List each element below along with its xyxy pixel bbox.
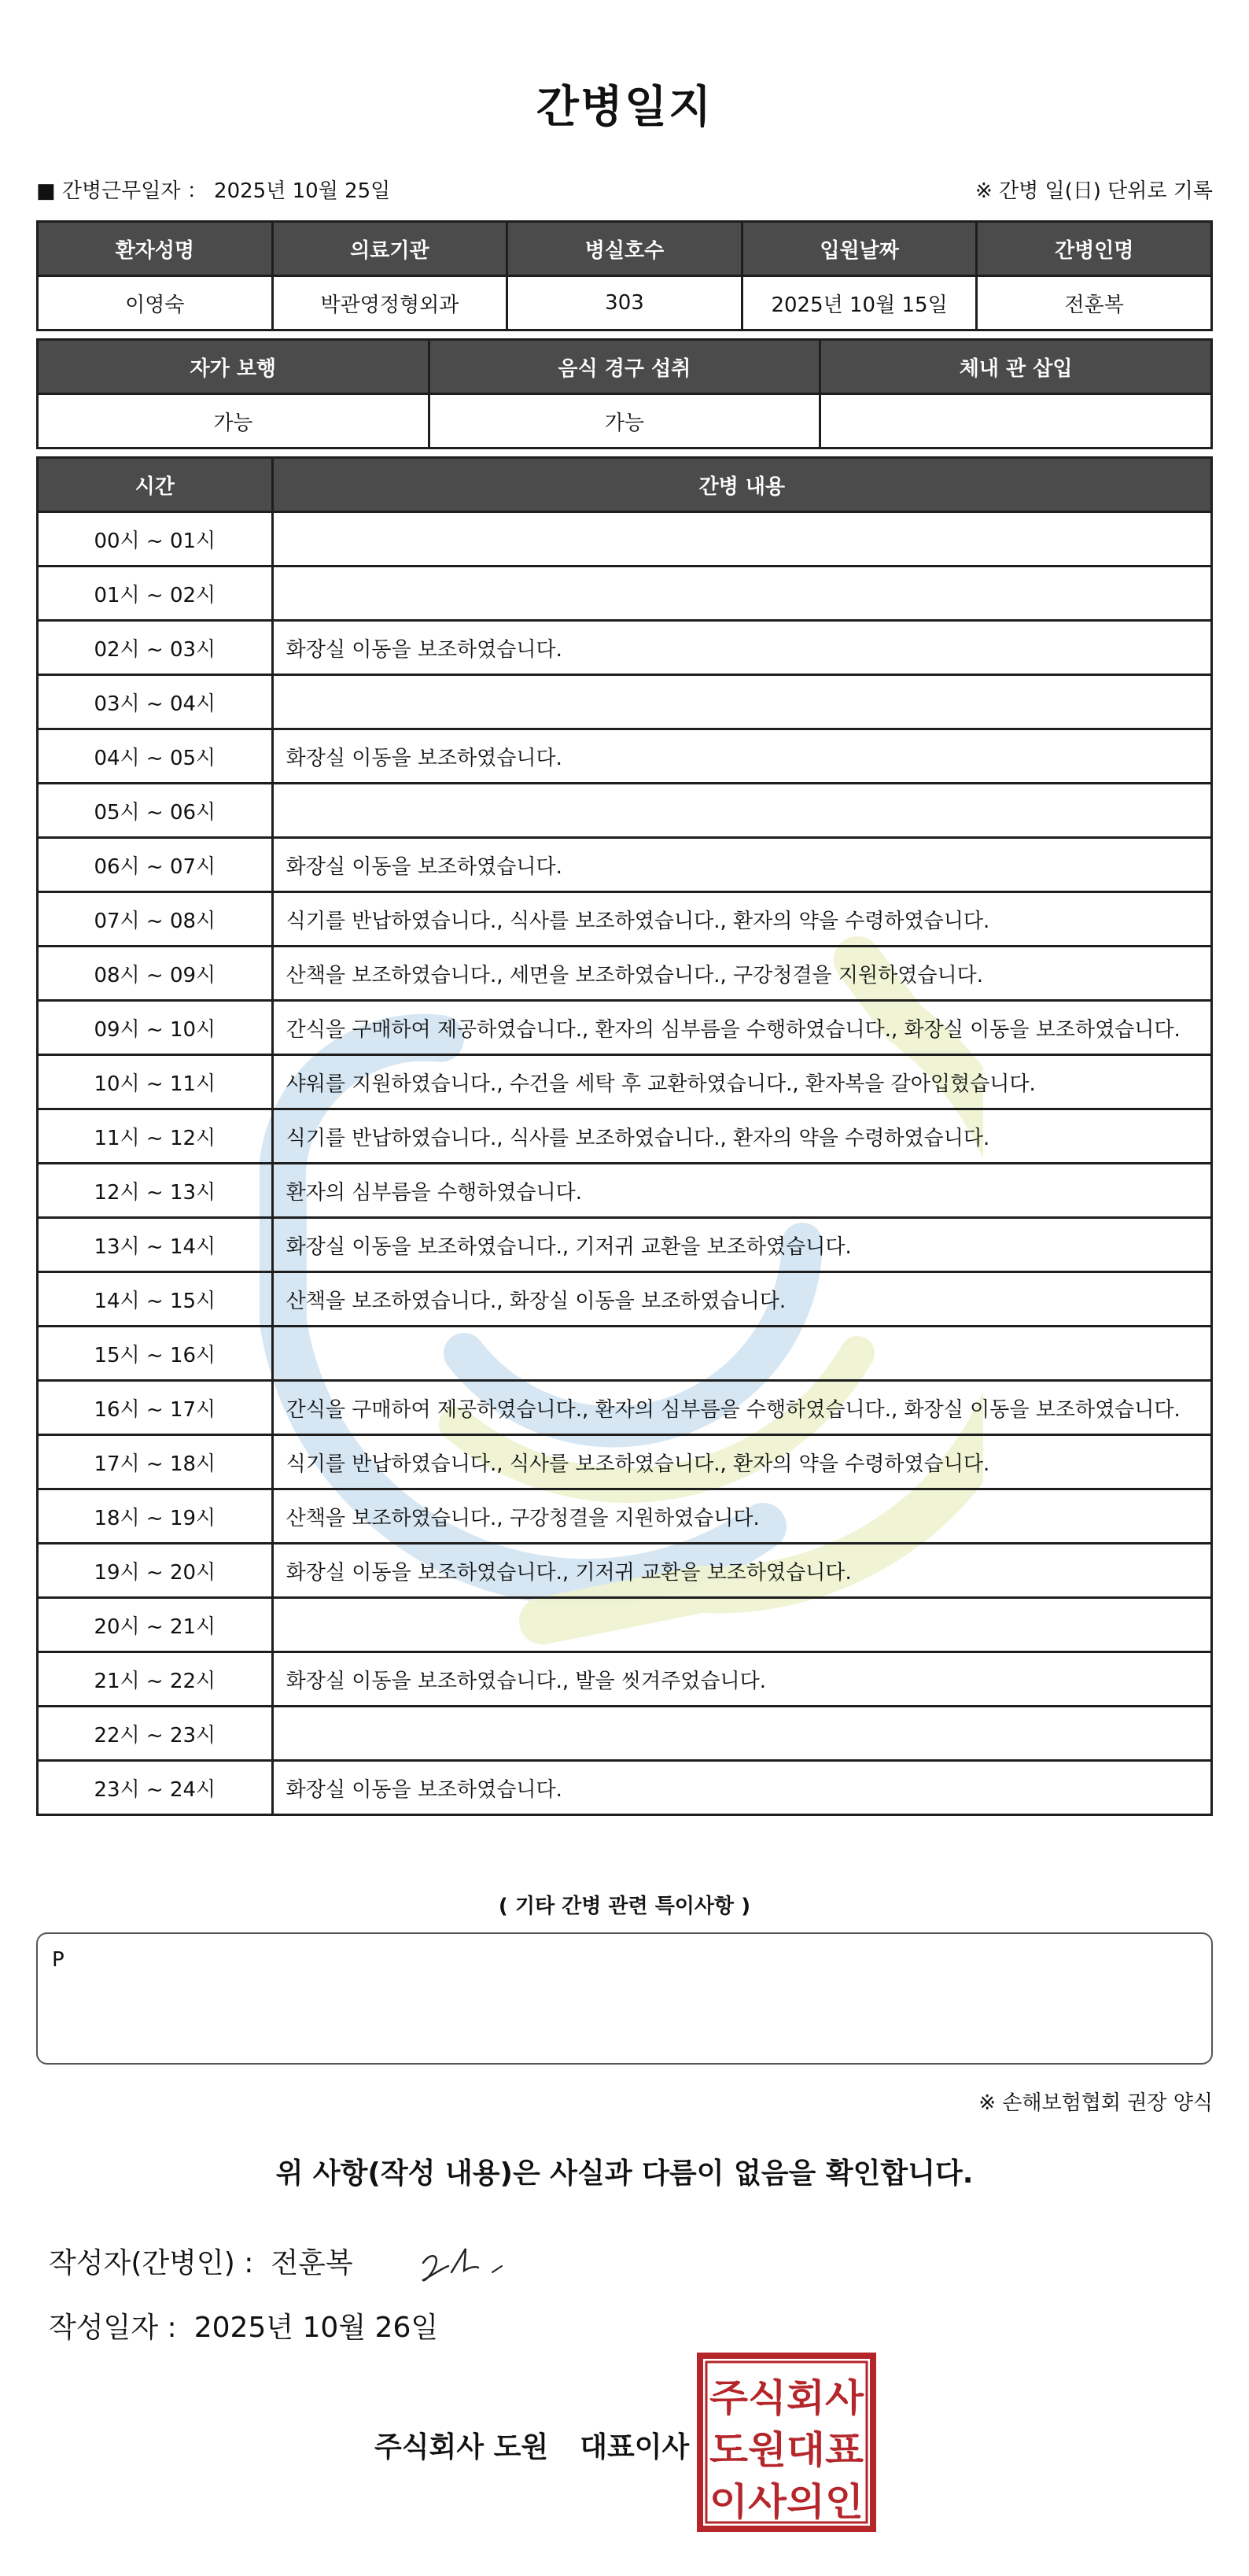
recommended-form-note: ※ 손해보험협회 권장 양식	[978, 2091, 1213, 2115]
svg-text:도원대표: 도원대표	[709, 2428, 864, 2472]
patient-status-value-row	[38, 394, 1212, 448]
table-row	[38, 1001, 1212, 1055]
header-admission-date: 입원날짜	[742, 222, 977, 276]
value-oral-intake: 가능	[429, 394, 820, 448]
content-cell: 식기를 반납하였습니다., 식사를 보조하였습니다., 환자의 약을 수령하였습니다.	[272, 1435, 1211, 1489]
time-cell: 23시 ~ 24시	[38, 1761, 273, 1815]
table-row	[38, 729, 1212, 784]
time-cell: 06시 ~ 07시	[38, 838, 273, 892]
patient-info-header-row	[38, 222, 1212, 276]
table-row	[38, 784, 1212, 838]
table-row	[38, 1544, 1212, 1598]
content-cell: 산책을 보조하였습니다., 구강청결을 지원하였습니다.	[272, 1489, 1211, 1544]
header-self-walking: 자가 보행	[38, 340, 429, 394]
table-row	[38, 947, 1212, 1001]
care-log-header-row	[38, 458, 1212, 512]
written-date-label: 작성일자 :	[49, 2312, 177, 2344]
time-cell: 14시 ~ 15시	[38, 1272, 273, 1327]
header-caregiver-name: 간병인명	[977, 222, 1212, 276]
header-oral-intake: 음식 경구 섭취	[429, 340, 820, 394]
content-cell: 화장실 이동을 보조하였습니다.	[272, 1761, 1211, 1815]
content-cell	[272, 1327, 1211, 1381]
table-row	[38, 1707, 1212, 1761]
page-title: 간병일지	[536, 82, 713, 133]
time-cell: 19시 ~ 20시	[38, 1544, 273, 1598]
content-cell	[272, 566, 1211, 621]
time-cell: 22시 ~ 23시	[38, 1707, 273, 1761]
time-cell: 13시 ~ 14시	[38, 1218, 273, 1272]
special-notes-box	[36, 1932, 1213, 2065]
meta-row	[36, 175, 1213, 209]
content-cell	[272, 1707, 1211, 1761]
table-row	[38, 1435, 1212, 1489]
special-notes-text: P	[52, 1948, 64, 1972]
time-cell: 08시 ~ 09시	[38, 947, 273, 1001]
header-hospital: 의료기관	[272, 222, 507, 276]
patient-status-table	[36, 338, 1213, 449]
table-row	[38, 1598, 1212, 1652]
ceo-title: 대표이사	[580, 2431, 690, 2463]
time-cell: 09시 ~ 10시	[38, 1001, 273, 1055]
table-row	[38, 1761, 1212, 1815]
header-time: 시간	[38, 458, 273, 512]
content-cell: 화장실 이동을 보조하였습니다., 기저귀 교환을 보조하였습니다.	[272, 1218, 1211, 1272]
table-row	[38, 512, 1212, 566]
confirmation-statement: 위 사항(작성 내용)은 사실과 다름이 없음을 확인합니다.	[275, 2157, 974, 2190]
duty-date: ■ 간병근무일자 ： 2025년 10월 25일	[36, 179, 391, 203]
handwritten-signature	[417, 2239, 519, 2286]
table-row	[38, 1218, 1212, 1272]
content-cell: 간식을 구매하여 제공하였습니다., 환자의 심부름을 수행하였습니다., 화장실 이동을 보조하였습니다.	[272, 1001, 1211, 1055]
time-cell: 18시 ~ 19시	[38, 1489, 273, 1544]
patient-info-table	[36, 220, 1213, 331]
header-patient-name: 환자성명	[38, 222, 273, 276]
content-cell: 환자의 심부름을 수행하였습니다.	[272, 1164, 1211, 1218]
content-cell: 간식을 구매하여 제공하였습니다., 환자의 심부름을 수행하였습니다., 화장실 이동을 보조하였습니다.	[272, 1381, 1211, 1435]
writer-line	[49, 2241, 353, 2281]
content-cell: 화장실 이동을 보조하였습니다.	[272, 838, 1211, 892]
table-row	[38, 1489, 1212, 1544]
special-notes-title: ( 기타 간병 관련 특이사항 )	[498, 1895, 751, 1918]
time-cell: 20시 ~ 21시	[38, 1598, 273, 1652]
time-cell: 07시 ~ 08시	[38, 892, 273, 947]
value-tube-insertion	[820, 394, 1212, 448]
table-row	[38, 838, 1212, 892]
value-admission-date: 2025년 10월 15일	[742, 276, 977, 330]
time-cell: 05시 ~ 06시	[38, 784, 273, 838]
content-cell: 식기를 반납하였습니다., 식사를 보조하였습니다., 환자의 약을 수령하였습니다.	[272, 892, 1211, 947]
content-cell: 화장실 이동을 보조하였습니다.	[272, 621, 1211, 675]
table-row	[38, 1381, 1212, 1435]
time-cell: 12시 ~ 13시	[38, 1164, 273, 1218]
company-name: 주식회사 도원	[374, 2431, 549, 2463]
content-cell: 화장실 이동을 보조하였습니다., 기저귀 교환을 보조하였습니다.	[272, 1544, 1211, 1598]
time-cell: 15시 ~ 16시	[38, 1327, 273, 1381]
company-line	[374, 2425, 689, 2465]
value-patient-name: 이영숙	[38, 276, 273, 330]
svg-text:이사의인: 이사의인	[709, 2480, 864, 2524]
time-cell: 16시 ~ 17시	[38, 1381, 273, 1435]
time-cell: 17시 ~ 18시	[38, 1435, 273, 1489]
time-cell: 21시 ~ 22시	[38, 1652, 273, 1707]
patient-info-value-row	[38, 276, 1212, 330]
value-hospital: 박관영정형외과	[272, 276, 507, 330]
content-cell	[272, 512, 1211, 566]
content-cell	[272, 784, 1211, 838]
table-row	[38, 1055, 1212, 1109]
time-cell: 04시 ~ 05시	[38, 729, 273, 784]
time-cell: 03시 ~ 04시	[38, 675, 273, 729]
value-caregiver-name: 전훈복	[977, 276, 1212, 330]
time-cell: 00시 ~ 01시	[38, 512, 273, 566]
time-cell: 10시 ~ 11시	[38, 1055, 273, 1109]
table-row	[38, 1109, 1212, 1164]
table-row	[38, 566, 1212, 621]
written-date-line	[49, 2305, 438, 2345]
content-cell: 화장실 이동을 보조하였습니다., 발을 씻겨주었습니다.	[272, 1652, 1211, 1707]
time-cell: 02시 ~ 03시	[38, 621, 273, 675]
table-row	[38, 621, 1212, 675]
writer-label: 작성자(간병인) :	[49, 2247, 254, 2279]
svg-text:주식회사: 주식회사	[709, 2376, 864, 2420]
time-cell: 01시 ~ 02시	[38, 566, 273, 621]
table-row	[38, 1652, 1212, 1707]
table-row	[38, 892, 1212, 947]
value-self-walking: 가능	[38, 394, 429, 448]
written-date-value: 2025년 10월 26일	[193, 2312, 439, 2344]
time-cell: 11시 ~ 12시	[38, 1109, 273, 1164]
header-tube-insertion: 체내 관 삽입	[820, 340, 1212, 394]
content-cell: 샤워를 지원하였습니다., 수건을 세탁 후 교환하였습니다., 환자복을 갈아입혔습니다.	[272, 1055, 1211, 1109]
header-care-content: 간병 내용	[272, 458, 1211, 512]
table-row	[38, 675, 1212, 729]
table-row	[38, 1164, 1212, 1218]
content-cell	[272, 675, 1211, 729]
patient-status-header-row	[38, 340, 1212, 394]
unit-note: ※ 간병 일(日) 단위로 기록	[975, 179, 1213, 203]
table-row	[38, 1327, 1212, 1381]
value-room-number: 303	[507, 276, 742, 330]
content-cell: 산책을 보조하였습니다., 화장실 이동을 보조하였습니다.	[272, 1272, 1211, 1327]
content-cell: 화장실 이동을 보조하였습니다.	[272, 729, 1211, 784]
writer-name: 전훈복	[271, 2247, 353, 2279]
content-cell	[272, 1598, 1211, 1652]
header-room-number: 병실호수	[507, 222, 742, 276]
care-log-table	[36, 456, 1213, 1816]
company-seal-stamp	[697, 2353, 876, 2532]
table-row	[38, 1272, 1212, 1327]
content-cell: 산책을 보조하였습니다., 세면을 보조하였습니다., 구강청결을 지원하였습니다.	[272, 947, 1211, 1001]
content-cell: 식기를 반납하였습니다., 식사를 보조하였습니다., 환자의 약을 수령하였습니다.	[272, 1109, 1211, 1164]
